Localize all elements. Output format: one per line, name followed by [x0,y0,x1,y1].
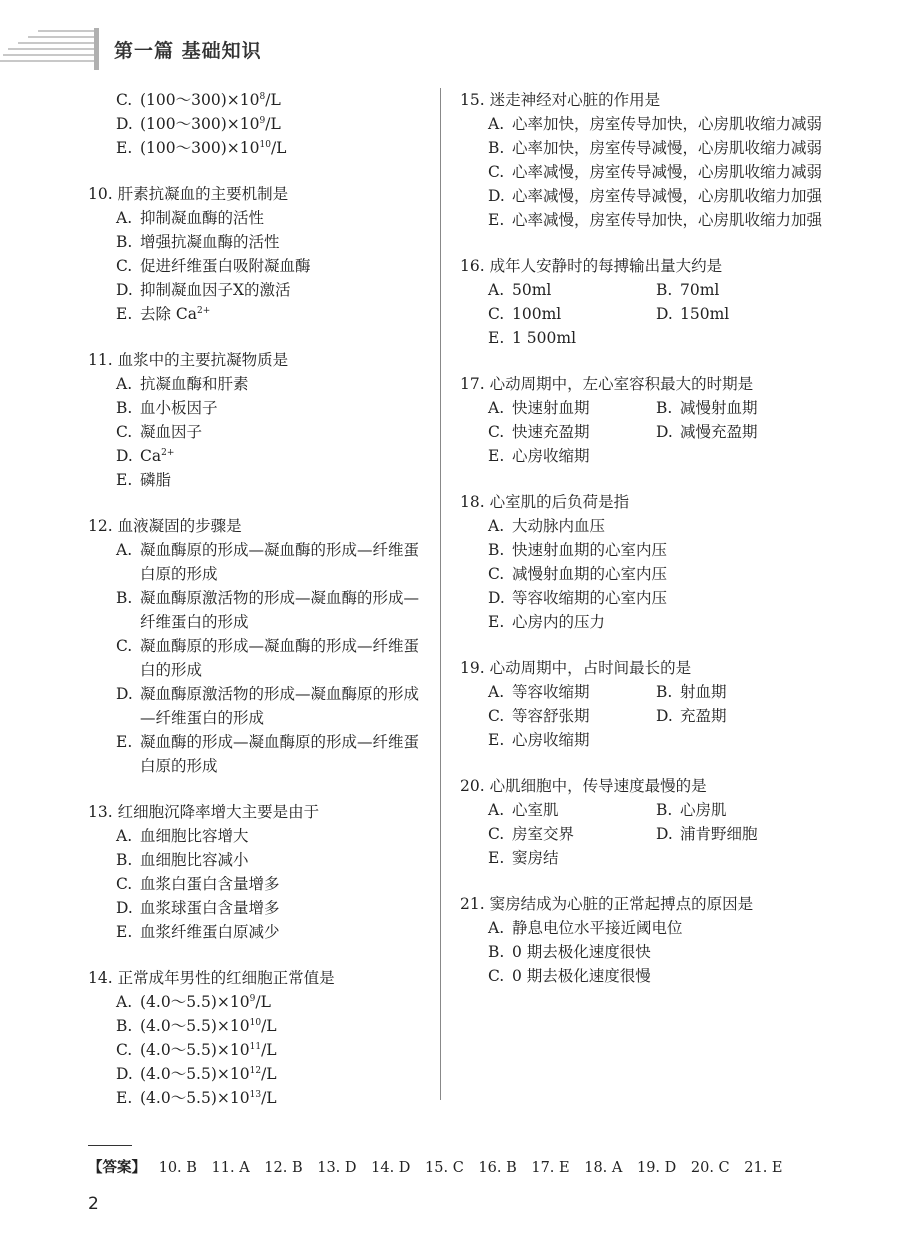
option: E. 1 500ml [488,329,577,347]
option: D. $(4.0\sim 5.5)\times 10^{12}/L$ [116,1065,277,1083]
question-10 [88,182,433,326]
option-row [460,302,830,326]
option: A. 心率加快，房室传导加快，心房肌收缩力减弱 [488,115,823,133]
option: A. 快速射血期 [488,399,590,417]
footnote-rule [88,1145,132,1146]
header-bar [94,28,99,70]
option: D. $(100\sim 300)\times 10^9/L$ [116,115,281,133]
option: E. 窦房结 [488,849,559,867]
option: A. $(4.0\sim 5.5)\times 10^9/L$ [116,993,271,1011]
question-13 [88,800,433,944]
option: B. 凝血酶原激活物的形成—凝血酶的形成—纤维蛋白的形成 [116,589,420,631]
left-column [88,88,433,1132]
question-21 [460,892,830,988]
option: E. 凝血酶的形成—凝血酶原的形成—纤维蛋白原的形成 [116,733,420,775]
option: A. 50ml [488,281,552,299]
option: D. 抑制凝血因子Ⅹ的激活 [116,281,291,299]
question-stem: 12. 血液凝固的步骤是 [88,517,242,535]
right-column [460,88,830,1010]
option: C. 0 期去极化速度很慢 [488,967,651,985]
option: D. 等容收缩期的心室内压 [488,589,668,607]
option: E. $(4.0\sim 5.5)\times 10^{13}/L$ [116,1089,277,1107]
question-stem: 19. 心动周期中，占时间最长的是 [460,659,692,677]
option: E. 磷脂 [116,471,172,489]
column-divider [440,88,441,1100]
option-row [460,680,830,704]
answer-item: 19. D [636,1160,677,1176]
option: C. 血浆白蛋白含量增多 [116,875,280,893]
option: C. 100ml [488,305,562,323]
option: B. 心房肌 [656,801,727,819]
question-stem: 17. 心动周期中，左心室容积最大的时期是 [460,375,754,393]
question-stem: 10. 肝素抗凝血的主要机制是 [88,185,289,203]
question-16 [460,254,830,350]
option: B. 70ml [656,281,720,299]
option: D. 充盈期 [656,707,727,725]
option: B. 血小板因子 [116,399,218,417]
question-stem: 13. 红细胞沉降率增大主要是由于 [88,803,320,821]
answer-item: 20. C [690,1160,730,1176]
option: E. 去除 $Ca^{2+}$ [116,305,211,323]
answer-item: 21. E [744,1160,783,1176]
question-20 [460,774,830,870]
question-14 [88,966,433,1110]
option: A. 血细胞比容增大 [116,827,249,845]
option: C. 心率减慢，房室传导减慢，心房肌收缩力减弱 [488,163,823,181]
option: C. 促进纤维蛋白吸附凝血酶 [116,257,311,275]
option: B. 减慢射血期 [656,399,758,417]
option: D. 浦肯野细胞 [656,825,758,843]
page-number: 2 [88,1194,99,1214]
option: A. 静息电位水平接近阈电位 [488,919,683,937]
option: B. 血细胞比容减小 [116,851,249,869]
option: D. 血浆球蛋白含量增多 [116,899,280,917]
option-row [460,798,830,822]
option: D. 心率减慢，房室传导减慢，心房肌收缩力加强 [488,187,823,205]
option: E. 心房收缩期 [488,731,590,749]
question-19 [460,656,830,752]
option: A. 心室肌 [488,801,559,819]
question-11 [88,348,433,492]
question-stem: 18. 心室肌的后负荷是指 [460,493,630,511]
option: A. 等容收缩期 [488,683,590,701]
option: C. 快速充盈期 [488,423,590,441]
option-row [460,396,830,420]
answer-key-label: 【答案】 [88,1160,146,1176]
option: C. 凝血因子 [116,423,203,441]
option-row [460,420,830,444]
option: B. 射血期 [656,683,727,701]
question-stem: 15. 迷走神经对心脏的作用是 [460,91,661,109]
option: E. 心房收缩期 [488,447,590,465]
option: A. 凝血酶原的形成—凝血酶的形成—纤维蛋白原的形成 [116,541,420,583]
option: A. 抗凝血酶和肝素 [116,375,249,393]
option: C. 凝血酶原的形成—凝血酶的形成—纤维蛋白的形成 [116,637,420,679]
question-18 [460,490,830,634]
answer-item: 14. D [371,1160,411,1176]
option: A. 抑制凝血酶的活性 [116,209,265,227]
option: C. $(4.0\sim 5.5)\times 10^{11}/L$ [116,1041,277,1059]
option: C. 减慢射血期的心室内压 [488,565,668,583]
question-15 [460,88,830,232]
answer-item: 15. C [425,1160,464,1176]
option: B. 快速射血期的心室内压 [488,541,668,559]
option: B. 0 期去极化速度很快 [488,943,651,961]
option: D. 凝血酶原激活物的形成—凝血酶原的形成—纤维蛋白的形成 [116,685,420,727]
answer-item: 16. B [478,1160,517,1176]
answer-item: 10. B [158,1160,197,1176]
answer-key [88,1156,793,1177]
option: E. 心率减慢，房室传导加快，心房肌收缩力加强 [488,211,823,229]
answer-item: 18. A [584,1160,623,1176]
answer-item: 17. E [531,1160,570,1176]
question-stem: 20. 心肌细胞中，传导速度最慢的是 [460,777,707,795]
header-decor-lines [0,30,98,70]
answer-item: 12. B [264,1160,303,1176]
option: B. $(4.0\sim 5.5)\times 10^{10}/L$ [116,1017,277,1035]
option: D. 减慢充盈期 [656,423,758,441]
option: D. $Ca^{2+}$ [116,447,175,465]
option-row [460,822,830,846]
question-17 [460,372,830,468]
option: D. 150ml [656,305,730,323]
option-row [460,704,830,728]
option: E. 心房内的压力 [488,613,606,631]
option: E. $(100\sim 300)\times 10^{10}/L$ [116,139,287,157]
option-row [460,278,830,302]
answer-item: 11. A [211,1160,250,1176]
option: C. 房室交界 [488,825,575,843]
chapter-title: 第一篇 基础知识 [114,40,262,62]
question-stem: 14. 正常成年男性的红细胞正常值是 [88,969,335,987]
question-stem: 16. 成年人安静时的每搏输出量大约是 [460,257,723,275]
answer-item: 13. D [317,1160,357,1176]
question-12 [88,514,433,778]
option: C. $(100\sim 300)\times 10^8/L$ [116,91,281,109]
question-9-tail [88,88,433,160]
option: B. 增强抗凝血酶的活性 [116,233,280,251]
option: C. 等容舒张期 [488,707,590,725]
option: B. 心率加快，房室传导减慢，心房肌收缩力减弱 [488,139,823,157]
question-stem: 11. 血浆中的主要抗凝物质是 [88,351,289,369]
question-stem: 21. 窦房结成为心脏的正常起搏点的原因是 [460,895,754,913]
option: A. 大动脉内血压 [488,517,606,535]
option: E. 血浆纤维蛋白原减少 [116,923,280,941]
